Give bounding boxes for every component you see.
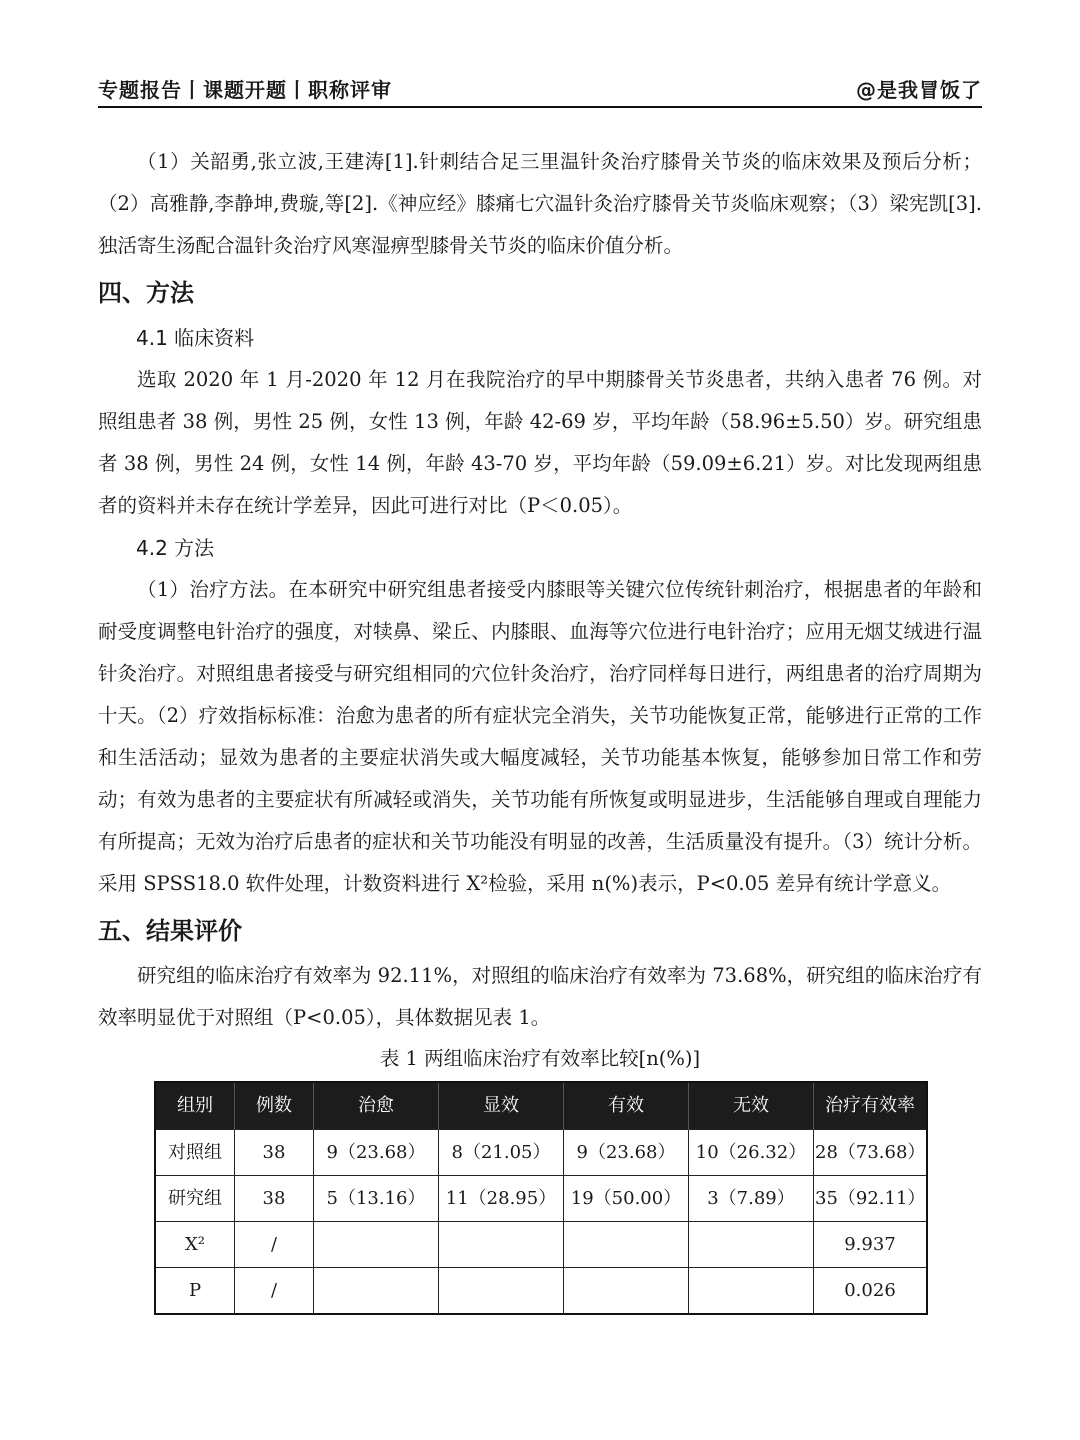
header-cell: 组别 — [155, 1082, 235, 1130]
table-row — [155, 1222, 927, 1268]
table-row — [155, 1130, 927, 1176]
table-cell — [689, 1268, 814, 1315]
table-cell: 38 — [235, 1130, 314, 1176]
table-cell — [564, 1268, 689, 1315]
references-paragraph: （1）关韶勇,张立波,王建涛[1].针刺结合足三里温针灸治疗膝骨关节炎的临床效果及预后分析；（2）高雅静,李静坤,费璇,等[2].《神应经》膝痛七穴温针灸治疗膝骨关节炎临床观察；（3）梁宪凯[3].独活寄生汤配合温针灸治疗风寒湿痹型膝骨关节炎的临床价值分析。 — [98, 150, 982, 257]
table-cell: / — [235, 1268, 314, 1315]
document-body — [98, 141, 982, 1315]
table-cell: 19（50.00） — [564, 1176, 689, 1222]
table-cell: 35（92.11） — [814, 1176, 928, 1222]
section-4-1-title: 4.1 临床资料 — [136, 326, 255, 350]
header-cell: 例数 — [235, 1082, 314, 1130]
section-4-2-title: 4.2 方法 — [136, 536, 215, 560]
table-cell — [564, 1222, 689, 1268]
section-5-text: 研究组的临床治疗有效率为 92.11%，对照组的临床治疗有效率为 73.68%，研究组的临床治疗有效率明显优于对照组（P<0.05），具体数据见表 1。 — [98, 964, 982, 1029]
table-cell: 28（73.68） — [814, 1130, 928, 1176]
table-cell: 8（21.05） — [439, 1130, 564, 1176]
table-cell — [689, 1222, 814, 1268]
table-caption: 表 1 两组临床治疗有效率比较[n(%)] — [379, 1047, 701, 1070]
table-cell — [439, 1268, 564, 1315]
table-cell: X² — [155, 1222, 235, 1268]
header-cell: 治疗有效率 — [814, 1082, 928, 1130]
section-5-title: 五、结果评价 — [98, 917, 242, 945]
table-cell: 0.026 — [814, 1268, 928, 1315]
table-cell — [314, 1268, 439, 1315]
table-cell: / — [235, 1222, 314, 1268]
table-cell: 研究组 — [155, 1176, 235, 1222]
results-table — [154, 1081, 928, 1315]
header-cell: 治愈 — [314, 1082, 439, 1130]
table-row — [155, 1176, 927, 1222]
header-cell: 无效 — [689, 1082, 814, 1130]
table-cell: P — [155, 1268, 235, 1315]
header-cell: 有效 — [564, 1082, 689, 1130]
table-cell: 对照组 — [155, 1130, 235, 1176]
section-4-title: 四、方法 — [98, 279, 194, 307]
table-cell — [439, 1222, 564, 1268]
table-cell: 9（23.68） — [564, 1130, 689, 1176]
table-cell: 10（26.32） — [689, 1130, 814, 1176]
table-cell: 11（28.95） — [439, 1176, 564, 1222]
table-row — [155, 1268, 927, 1315]
header-left-tags: 专题报告丨课题开题丨职称评审 — [98, 78, 392, 102]
table-cell: 5（13.16） — [314, 1176, 439, 1222]
section-4-1-text: 选取 2020 年 1 月-2020 年 12 月在我院治疗的早中期膝骨关节炎患者，共纳入患者 76 例。对照组患者 38 例，男性 25 例，女性 13 例，年龄 42-69 岁，平均年龄（58.96±5.50）岁。研究组患者 38 例，男性 24 例，女性 14 例，年龄 43-70 岁，平均年龄（59.09±6.21）岁。对比发现两组患者的资料并未存在统计学差异，因此可进行对比（P＜0.05）。 — [98, 368, 982, 517]
table-cell: 9.937 — [814, 1222, 928, 1268]
table-cell: 9（23.68） — [314, 1130, 439, 1176]
section-4-2-text: （1）治疗方法。在本研究中研究组患者接受内膝眼等关键穴位传统针刺治疗，根据患者的年龄和耐受度调整电针治疗的强度，对犊鼻、梁丘、内膝眼、血海等穴位进行电针治疗；应用无烟艾绒进行温针灸治疗。对照组患者接受与研究组相同的穴位针灸治疗，治疗同样每日进行，两组患者的治疗周期为十天。（2）疗效指标标准：治愈为患者的所有症状完全消失，关节功能恢复正常，能够进行正常的工作和生活活动；显效为患者的主要症状消失或大幅度减轻，关节功能基本恢复，能够参加日常工作和劳动；有效为患者的主要症状有所减轻或消失，关节功能有所恢复或明显进步，生活能够自理或自理能力有所提高；无效为治疗后患者的症状和关节功能没有明显的改善，生活质量没有提升。（3）统计分析。采用 SPSS18.0 软件处理，计数资料进行 X²检验，采用 n(%)表示，P<0.05 差异有统计学意义。 — [98, 578, 982, 895]
header-author: @是我冒饭了 — [856, 78, 982, 102]
table-header-row — [155, 1082, 927, 1130]
table-cell — [314, 1222, 439, 1268]
header-cell: 显效 — [439, 1082, 564, 1130]
table-cell: 3（7.89） — [689, 1176, 814, 1222]
page-header — [98, 74, 982, 108]
table-cell: 38 — [235, 1176, 314, 1222]
